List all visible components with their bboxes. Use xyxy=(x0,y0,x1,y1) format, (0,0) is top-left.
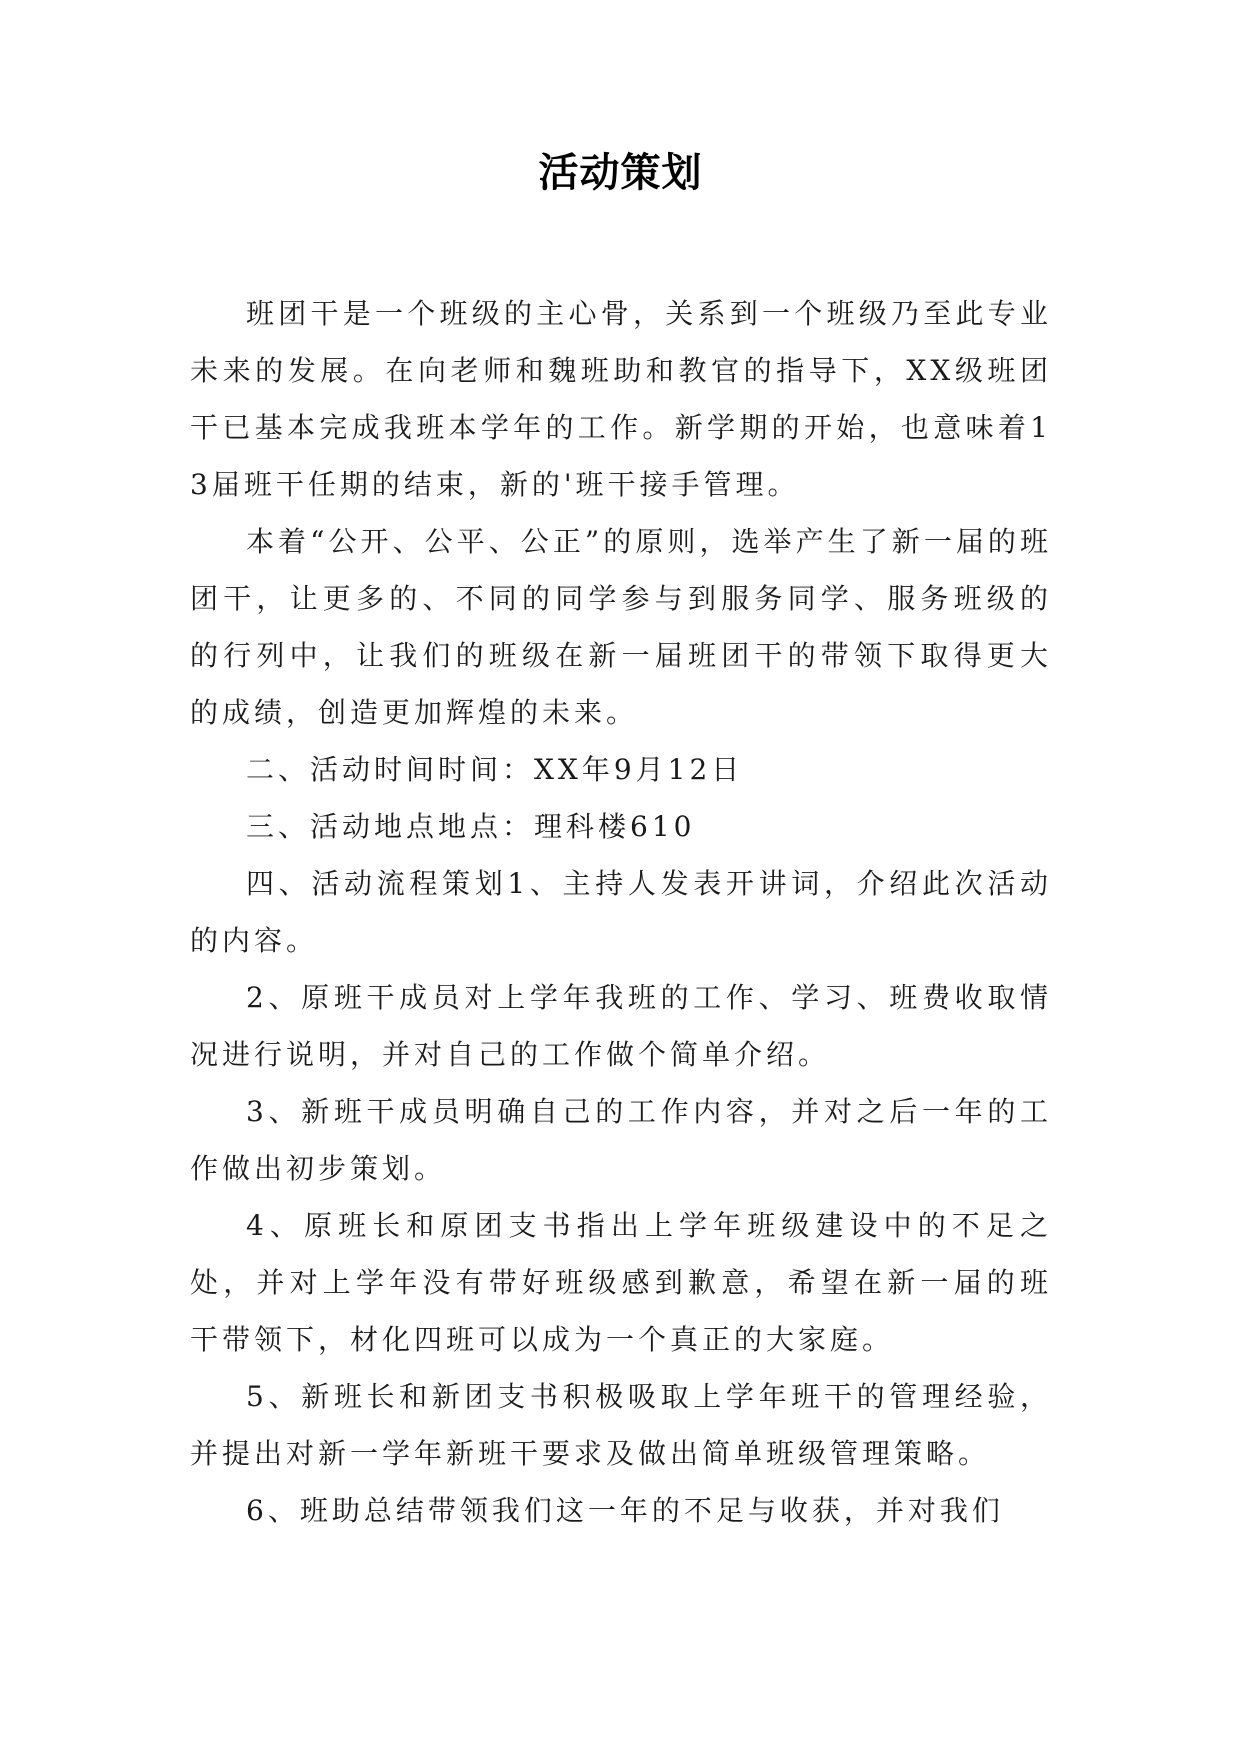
paragraph-principle: 本着“公开、公平、公正”的原则，选举产生了新一届的班团干，让更多的、不同的同学参与到服务同学、服务班级的的行列中，让我们的班级在新一届班团干的带领下取得更大的成绩，创造更加辉煌的未来。 xyxy=(190,525,1052,729)
paragraph-process-3: 3、新班干成员明确自己的工作内容，并对之后一年的工作做出初步策划。 xyxy=(190,1095,1052,1185)
paragraph-process-6: 6、班助总结带领我们这一年的不足与收获，并对我们 xyxy=(246,1494,1004,1527)
paragraph-location: 三、活动地点地点：理科楼610 xyxy=(246,810,696,843)
document-title: 活动策划 xyxy=(538,150,703,196)
paragraph-process-1: 四、活动流程策划1、主持人发表开讲词，介绍此次活动的内容。 xyxy=(190,867,1052,957)
paragraph-time: 二、活动时间时间：XX年9月12日 xyxy=(246,753,744,786)
paragraph-process-2: 2、原班干成员对上学年我班的工作、学习、班费收取情况进行说明，并对自己的工作做个简单介绍。 xyxy=(190,981,1052,1071)
paragraph-intro: 班团干是一个班级的主心骨，关系到一个班级乃至此专业未来的发展。在向老师和魏班助和教官的指导下，XX级班团干已基本完成我班本学年的工作。新学期的开始，也意味着13届班干任期的结束，新的'班干接手管理。 xyxy=(190,297,1052,501)
paragraph-process-5: 5、新班长和新团支书积极吸取上学年班干的管理经验，并提出对新一学年新班干要求及做出简单班级管理策略。 xyxy=(190,1380,1052,1470)
paragraph-process-4: 4、原班长和原团支书指出上学年班级建设中的不足之处，并对上学年没有带好班级感到歉意，希望在新一届的班干带领下，材化四班可以成为一个真正的大家庭。 xyxy=(190,1209,1052,1356)
document-body xyxy=(190,285,1052,1539)
